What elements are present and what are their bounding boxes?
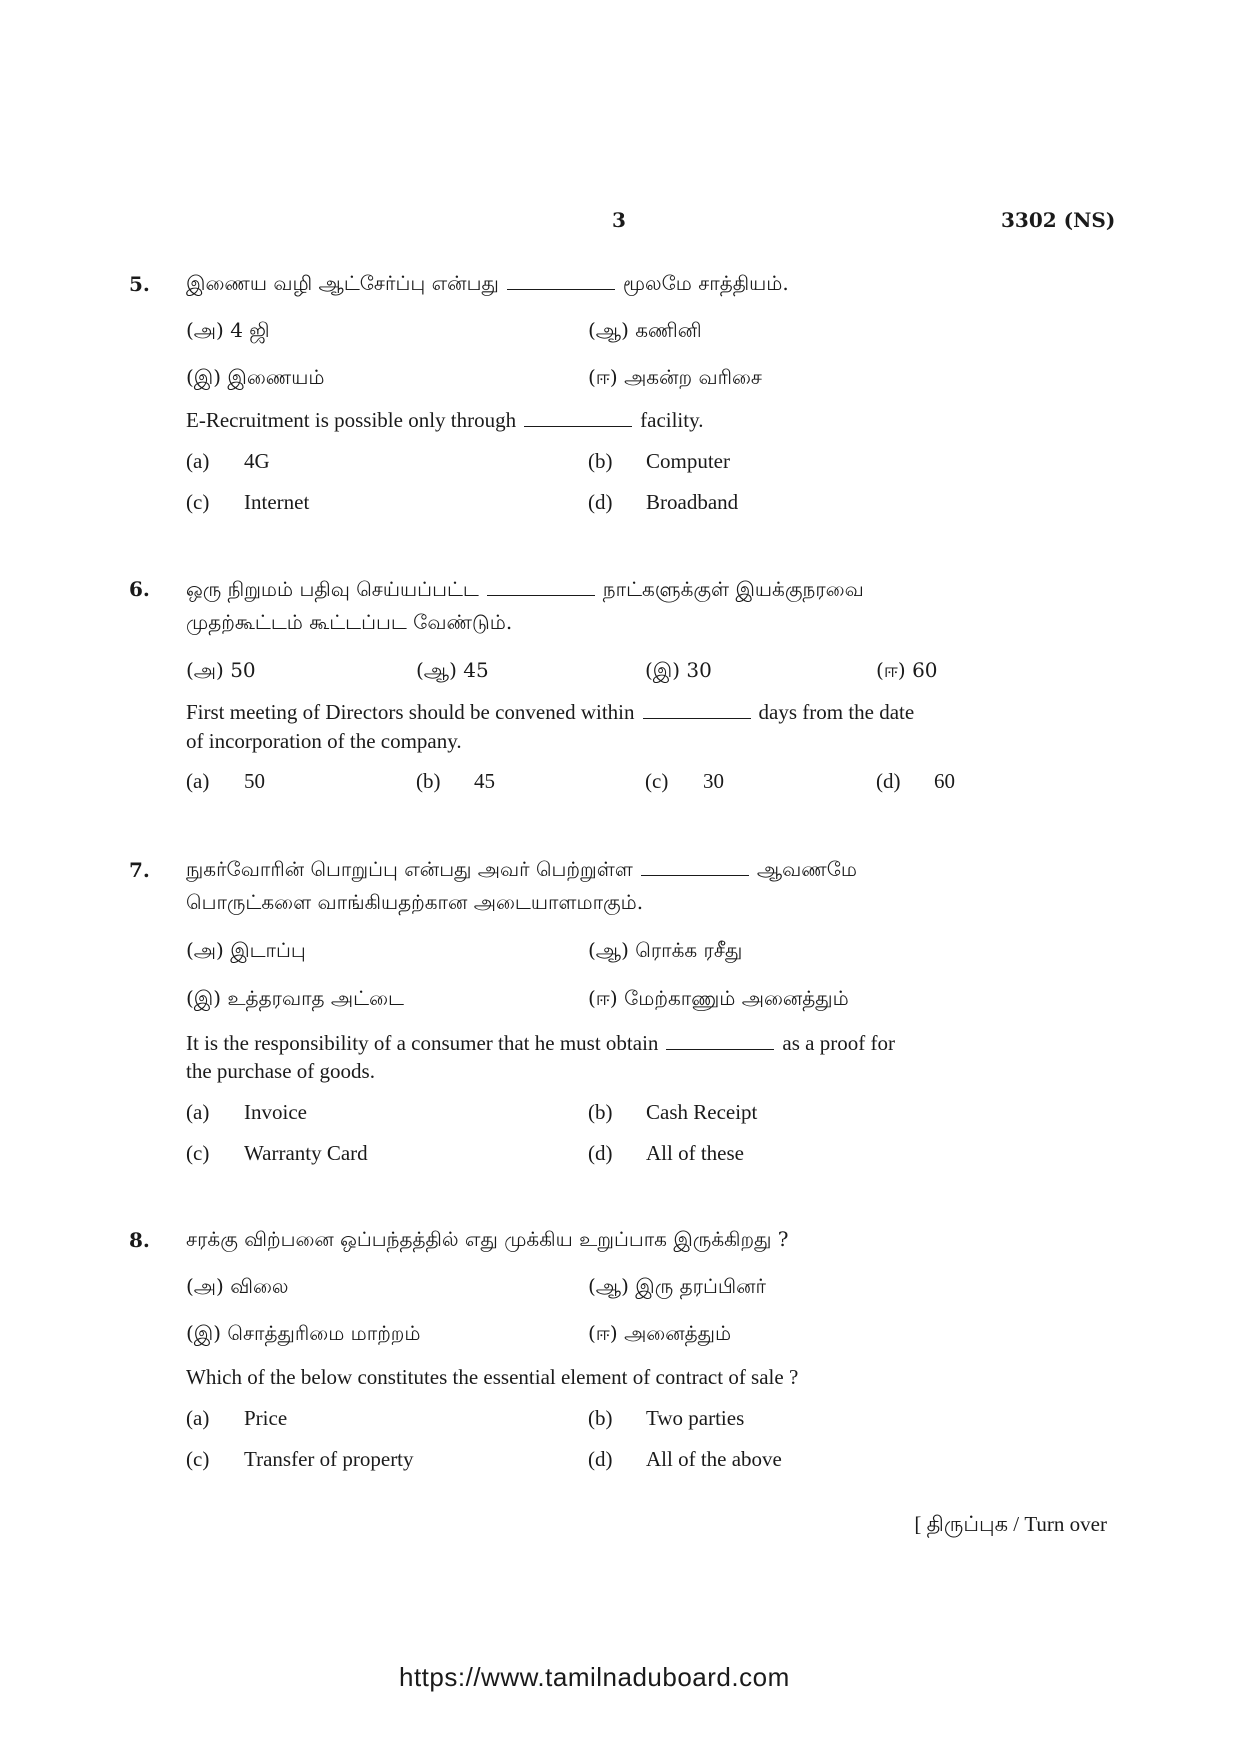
tamil-text: ஆவணமே: [756, 857, 858, 881]
option-label: (a): [186, 769, 210, 793]
option-text: Warranty Card: [244, 1141, 368, 1165]
option-label: (c): [186, 1447, 210, 1471]
question-tamil: [186, 577, 864, 604]
option-label: (a): [186, 449, 210, 473]
tamil-option: (இ) இணையம்: [186, 365, 325, 389]
tamil-option: (ஆ) கணினி: [588, 318, 702, 342]
tamil-option: (ஈ) 60: [876, 658, 938, 682]
option-text: Cash Receipt: [646, 1100, 758, 1124]
question-english-line2: the purchase of goods.: [186, 1059, 375, 1083]
tamil-option: (ஈ) மேற்காணும் அனைத்தும்: [588, 986, 849, 1010]
answer-blank: [524, 412, 632, 427]
option-text: All of these: [646, 1141, 744, 1165]
question-number: 7.: [129, 858, 150, 882]
question-tamil: சரக்கு விற்பனை ஒப்பந்தத்தில் எது முக்கிய உறுப்பாக இருக்கிறது ?: [186, 1227, 789, 1251]
question-tamil-line2: முதற்கூட்டம் கூட்டப்பட வேண்டும்.: [186, 610, 513, 634]
option-label: (a): [186, 1406, 210, 1430]
english-text: It is the responsibility of a consumer that he must obtain: [186, 1031, 659, 1055]
option-text: 50: [244, 769, 265, 793]
option-label: (d): [876, 769, 901, 793]
option-text: Broadband: [646, 490, 739, 514]
english-text: days from the date: [758, 700, 915, 724]
option-text: Transfer of property: [244, 1447, 414, 1471]
tamil-option: (ஆ) ரொக்க ரசீது: [588, 938, 743, 962]
option-text: Two parties: [646, 1406, 745, 1430]
english-text: facility.: [640, 408, 704, 432]
paper-code: 3302 (NS): [1001, 208, 1116, 232]
option-label: (b): [588, 1406, 613, 1430]
page-number: 3: [612, 208, 626, 232]
tamil-option: (ஆ) 45: [416, 658, 489, 682]
option-label: (b): [588, 449, 613, 473]
tamil-option: (அ) விலை: [186, 1274, 289, 1298]
option-text: 30: [703, 769, 724, 793]
question-tamil-line2: பொருட்களை வாங்கியதற்கான அடையாளமாகும்.: [186, 890, 644, 914]
tamil-option: (ஆ) இரு தரப்பினர்: [588, 1274, 766, 1298]
question-english-line2: of incorporation of the company.: [186, 729, 462, 753]
question-english: Which of the below constitutes the essential element of contract of sale ?: [186, 1365, 799, 1389]
question-number: 6.: [129, 577, 150, 601]
question-english: [186, 408, 703, 433]
option-text: Price: [244, 1406, 288, 1430]
footer-url[interactable]: https://www.tamilnaduboard.com: [399, 1662, 790, 1692]
option-text: 4G: [244, 449, 270, 473]
turn-over-note: [ திருப்புக / Turn over: [914, 1512, 1107, 1536]
tamil-option: (இ) உத்தரவாத அட்டை: [186, 986, 404, 1010]
option-label: (d): [588, 1447, 613, 1471]
question-english: [186, 1031, 895, 1056]
option-text: 45: [474, 769, 495, 793]
option-text: Computer: [646, 449, 730, 473]
option-label: (b): [588, 1100, 613, 1124]
option-text: Internet: [244, 490, 310, 514]
option-label: (d): [588, 490, 613, 514]
option-label: (c): [186, 1141, 210, 1165]
answer-blank: [643, 704, 751, 719]
answer-blank: [487, 581, 595, 596]
option-label: (b): [416, 769, 441, 793]
tamil-option: (ஈ) அகன்ற வரிசை: [588, 365, 762, 389]
option-label: (d): [588, 1141, 613, 1165]
tamil-text: இணைய வழி ஆட்சேர்ப்பு என்பது: [186, 271, 499, 295]
tamil-text: மூலமே சாத்தியம்.: [622, 271, 789, 295]
question-number: 5.: [129, 272, 150, 296]
question-tamil: [186, 857, 857, 884]
question-number: 8.: [129, 1228, 150, 1252]
tamil-option: (இ) 30: [645, 658, 712, 682]
option-label: (c): [645, 769, 669, 793]
option-text: Invoice: [244, 1100, 307, 1124]
english-text: First meeting of Directors should be convened within: [186, 700, 635, 724]
english-text: E-Recruitment is possible only through: [186, 408, 517, 432]
tamil-option: (அ) 4 ஜி: [186, 318, 270, 342]
option-label: (a): [186, 1100, 210, 1124]
tamil-option: (ஈ) அனைத்தும்: [588, 1321, 732, 1345]
option-text: 60: [934, 769, 955, 793]
option-label: (c): [186, 490, 210, 514]
tamil-option: (அ) இடாப்பு: [186, 938, 306, 962]
tamil-text: நுகர்வோரின் பொறுப்பு என்பது அவர் பெற்றுள்ள: [186, 857, 633, 881]
english-text: as a proof for: [782, 1031, 895, 1055]
answer-blank: [507, 275, 615, 290]
tamil-option: (இ) சொத்துரிமை மாற்றம்: [186, 1321, 421, 1345]
answer-blank: [641, 861, 749, 876]
question-english: [186, 700, 914, 725]
tamil-text: ஒரு நிறுமம் பதிவு செய்யப்பட்ட: [186, 577, 479, 601]
option-text: All of the above: [646, 1447, 782, 1471]
question-tamil: [186, 271, 789, 298]
tamil-option: (அ) 50: [186, 658, 256, 682]
answer-blank: [666, 1035, 774, 1050]
tamil-text: நாட்களுக்குள் இயக்குநரவை: [602, 577, 864, 601]
